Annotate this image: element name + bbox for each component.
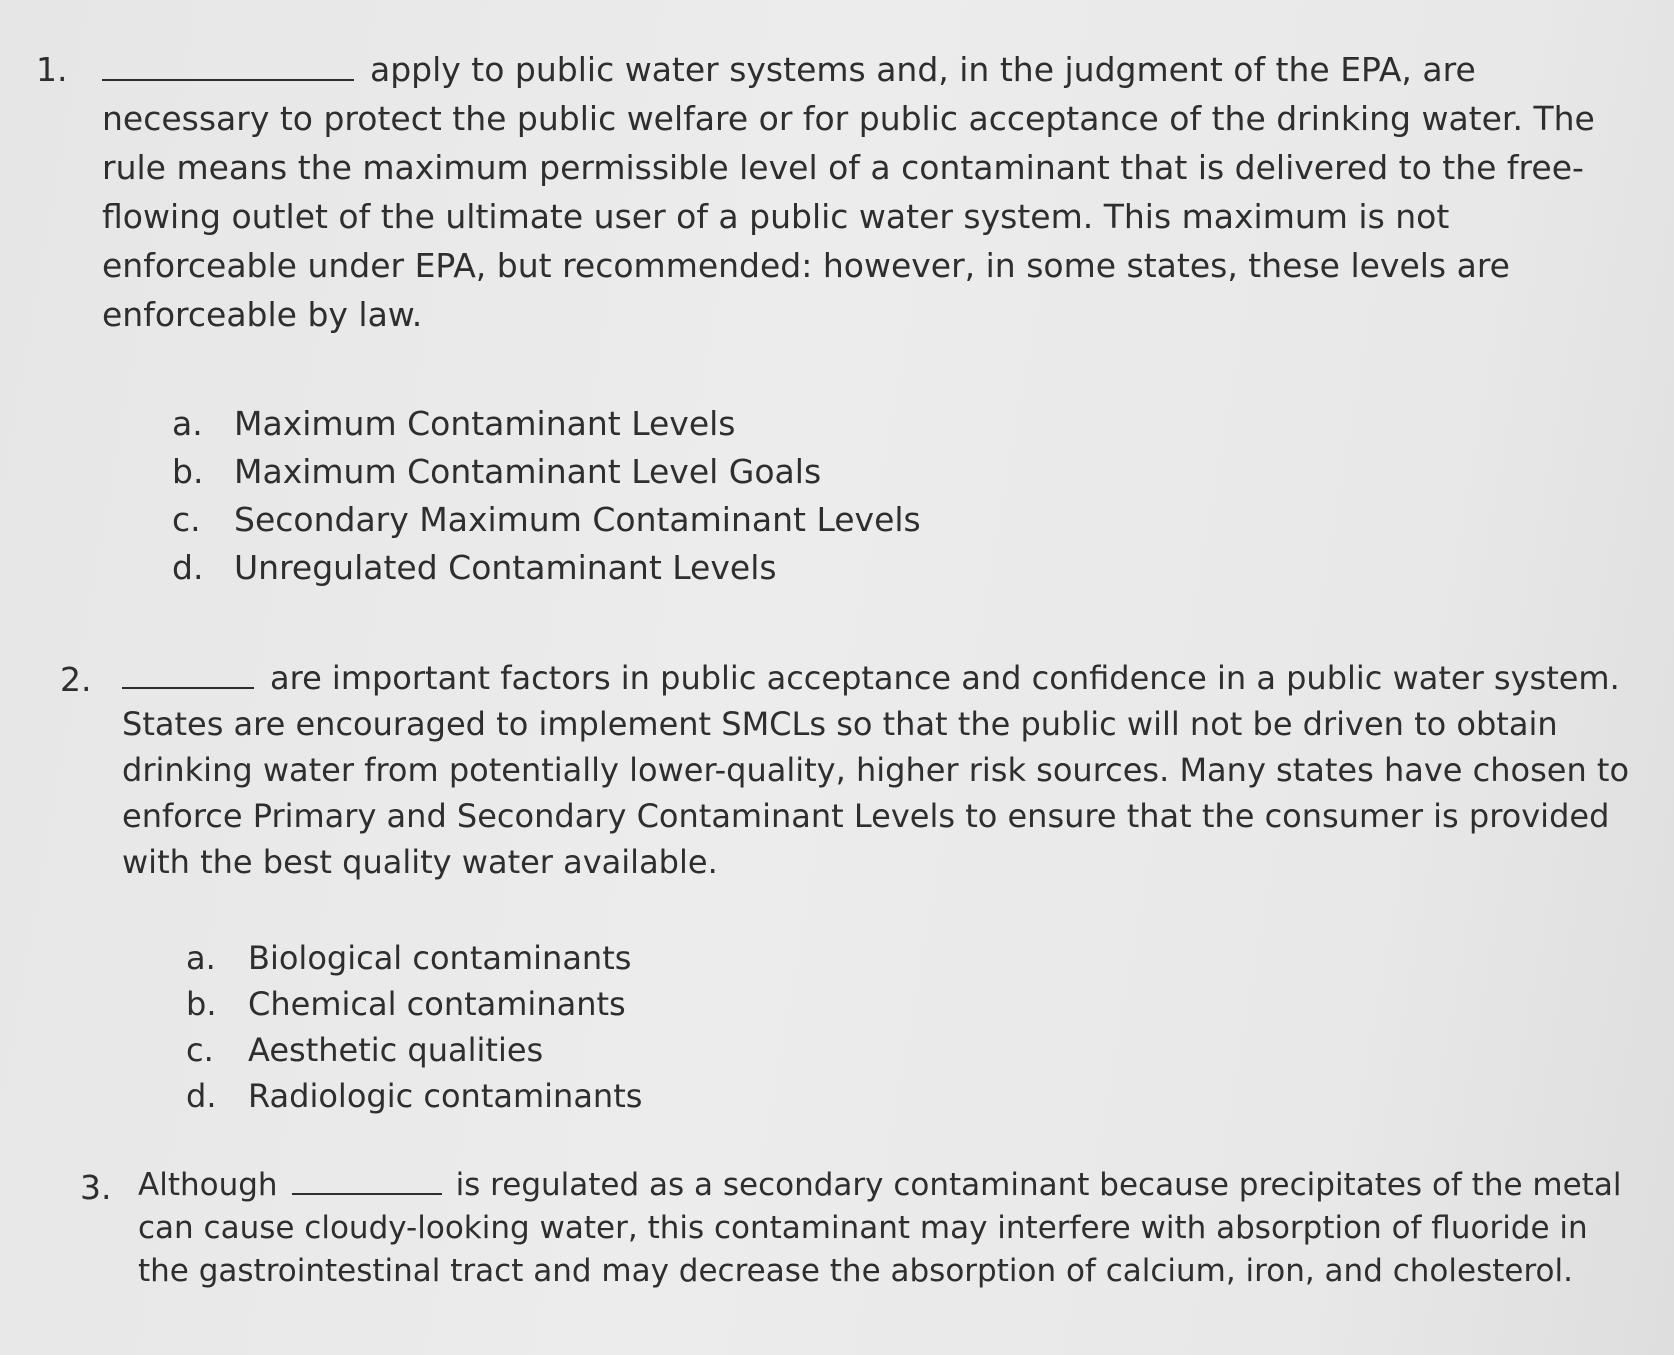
- option-letter: a.: [172, 404, 203, 443]
- answer-options: [172, 400, 921, 592]
- answer-blank: [122, 657, 254, 689]
- question-1: [36, 45, 1626, 339]
- answer-blank: [292, 1163, 442, 1195]
- question-number: 3.: [80, 1168, 112, 1207]
- option-label: Radiologic contaminants: [248, 1077, 643, 1115]
- question-number: 1.: [36, 50, 68, 89]
- option-letter: b.: [172, 452, 204, 491]
- option-label: Biological contaminants: [248, 939, 632, 977]
- question-3: [80, 1163, 1640, 1293]
- question-number: 2.: [60, 660, 92, 699]
- question-text: is regulated as a secondary contaminant because precipitates of the metal can cause cloudy-looking water, this contaminant may interfere with absorption of fluoride in the gastrointestinal tract and may decrease the absorption of calcium, iron, and cholesterol.: [138, 1167, 1622, 1289]
- option-letter: c.: [186, 1031, 214, 1069]
- option-label: Secondary Maximum Contaminant Levels: [234, 500, 921, 539]
- option-b: [186, 981, 642, 1027]
- option-d: [186, 1073, 642, 1119]
- option-letter: c.: [172, 500, 201, 539]
- option-letter: d.: [172, 548, 204, 587]
- option-letter: b.: [186, 985, 217, 1023]
- option-label: Maximum Contaminant Level Goals: [234, 452, 822, 491]
- option-d: [172, 544, 921, 592]
- option-label: Chemical contaminants: [248, 985, 626, 1023]
- option-a: [172, 400, 921, 448]
- option-letter: a.: [186, 939, 216, 977]
- option-letter: d.: [186, 1077, 217, 1115]
- question-text: apply to public water systems and, in the judgment of the EPA, are necessary to protect the public welfare or for public acceptance of the drinking water. The rule means the maximum permissible level of a contaminant that is delivered to the free-flowing outlet of the ultimate user of a public water system. This maximum is not enforceable under EPA, but recommended: however, in some states, these levels are enforceable by law.: [102, 50, 1595, 334]
- answer-blank: [102, 49, 354, 81]
- option-label: Unregulated Contaminant Levels: [234, 548, 777, 587]
- answer-options: [186, 935, 642, 1119]
- question-text: are important factors in public acceptance and confidence in a public water system. States are encouraged to implement SMCLs so that the public will not be driven to obtain drinking water from potentially lower-quality, higher risk sources. Many states have chosen to enforce Primary and Secondary Contaminant Levels to ensure that the consumer is provided with the best quality water available.: [122, 659, 1630, 881]
- option-a: [186, 935, 642, 981]
- option-label: Maximum Contaminant Levels: [234, 404, 736, 443]
- question-text-before: Although: [138, 1167, 278, 1203]
- option-c: [186, 1027, 642, 1073]
- option-c: [172, 496, 921, 544]
- option-label: Aesthetic qualities: [248, 1031, 544, 1069]
- option-b: [172, 448, 921, 496]
- question-2: [60, 655, 1630, 885]
